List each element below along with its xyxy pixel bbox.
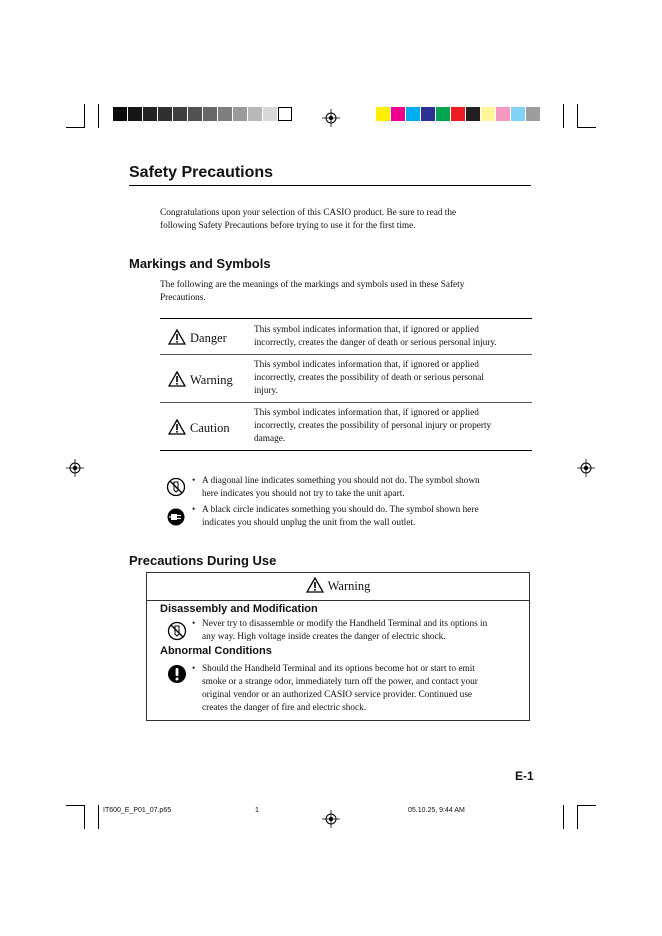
- warning-triangle-icon: [168, 329, 186, 345]
- intro-paragraph: [160, 207, 456, 233]
- crop-mark: [98, 805, 99, 829]
- color-swatch: [466, 107, 480, 121]
- no-disassembly-icon: [166, 477, 186, 497]
- color-swatch: [128, 107, 142, 121]
- exclamation-icon: [167, 664, 187, 684]
- note-text: [202, 475, 480, 501]
- description-line: This symbol indicates information that, if ignored or applied: [254, 408, 479, 418]
- crop-mark: [578, 805, 596, 806]
- symbol-row-caution: [160, 403, 532, 451]
- bullet: •: [192, 619, 196, 629]
- precaution-item: [192, 663, 528, 715]
- color-swatch: [158, 107, 172, 121]
- crop-mark: [577, 104, 578, 128]
- crop-mark: [66, 805, 84, 806]
- markings-desc-line: Precautions.: [160, 293, 206, 303]
- markings-description: [160, 279, 464, 305]
- intro-line: following Safety Precautions before trying to use it for the first time.: [160, 221, 416, 231]
- slug-page: 1: [255, 807, 259, 814]
- color-swatch: [376, 107, 390, 121]
- unplug-icon: [166, 507, 186, 527]
- color-swatch: [421, 107, 435, 121]
- registration-target-icon: [322, 109, 340, 127]
- precaution-line: original vendor or an authorized CASIO service provider. Continued use: [202, 690, 473, 700]
- color-swatch: [511, 107, 525, 121]
- description-line: This symbol indicates information that, if ignored or applied: [254, 360, 479, 370]
- symbol-description: [252, 403, 532, 451]
- color-swatch: [406, 107, 420, 121]
- warning-triangle-icon: [168, 371, 186, 387]
- page-number: E-1: [515, 769, 534, 783]
- slug-date: 05.10.25, 9:44 AM: [408, 807, 465, 814]
- note-line: here indicates you should not try to take the unit apart.: [202, 489, 405, 499]
- markings-desc-line: The following are the meanings of the markings and symbols used in these Safety: [160, 280, 465, 290]
- color-swatch: [173, 107, 187, 121]
- color-swatch: [526, 107, 540, 121]
- section-heading: Disassembly and Modification: [160, 603, 318, 615]
- note-line: A diagonal line indicates something you should not do. The symbol shown: [202, 476, 480, 486]
- color-swatch: [278, 107, 292, 121]
- color-swatch: [263, 107, 277, 121]
- page-title: Safety Precautions: [129, 164, 531, 186]
- precaution-line: creates the danger of fire and electric shock.: [202, 703, 367, 713]
- warning-box-header: [147, 573, 529, 601]
- precaution-line: smoke or a strange odor, immediately turn off the power, and contact your: [202, 677, 478, 687]
- intro-line: Congratulations upon your selection of this CASIO product. Be sure to read the: [160, 208, 457, 218]
- color-swatch: [436, 107, 450, 121]
- symbol-note: [192, 475, 532, 501]
- crop-mark: [98, 104, 99, 128]
- crop-mark: [577, 805, 578, 829]
- description-line: This symbol indicates information that, if ignored or applied: [254, 324, 479, 335]
- color-swatch: [248, 107, 262, 121]
- description-line: incorrectly, creates the possibility of death or serious personal: [254, 373, 484, 383]
- precaution-line: Should the Handheld Terminal and its options become hot or start to emit: [202, 664, 475, 674]
- color-swatch: [391, 107, 405, 121]
- precaution-line: any way. High voltage inside creates the danger of electric shock.: [202, 632, 446, 642]
- crop-mark: [84, 104, 85, 128]
- description-line: injury.: [254, 386, 278, 396]
- symbol-table: [160, 318, 532, 451]
- color-swatch: [113, 107, 127, 121]
- color-swatch: [203, 107, 217, 121]
- description-line: incorrectly, creates the possibility of personal injury or property: [254, 421, 492, 431]
- section-heading: Abnormal Conditions: [160, 645, 272, 657]
- crop-mark: [66, 127, 84, 128]
- crop-mark: [563, 805, 564, 829]
- markings-heading: Markings and Symbols: [129, 256, 271, 271]
- color-swatch: [451, 107, 465, 121]
- symbol-label-cell: [160, 403, 252, 451]
- crop-mark: [84, 805, 85, 829]
- note-line: indicates you should unplug the unit from the wall outlet.: [202, 518, 416, 528]
- slug-filename: IT600_E_P01_07.p65: [103, 807, 172, 814]
- bullet: •: [192, 505, 196, 515]
- symbol-row-danger: [160, 319, 532, 355]
- precautions-heading: Precautions During Use: [129, 553, 277, 568]
- warning-box: [146, 572, 530, 721]
- color-swatch: [218, 107, 232, 121]
- warning-triangle-icon: [168, 419, 186, 435]
- color-swatch: [233, 107, 247, 121]
- note-line: A black circle indicates something you should do. The symbol shown here: [202, 505, 479, 515]
- symbol-description: [252, 355, 532, 403]
- registration-target-icon: [577, 459, 595, 477]
- color-swatch: [188, 107, 202, 121]
- description-line: damage.: [254, 434, 286, 444]
- precaution-text: [202, 663, 478, 715]
- description-line: incorrectly, creates the danger of death or serious personal injury.: [254, 337, 497, 348]
- symbol-description: [252, 319, 532, 355]
- symbol-label: Caution: [190, 420, 230, 435]
- color-swatch: [143, 107, 157, 121]
- registration-target-icon: [322, 810, 340, 828]
- grayscale-color-bar: [113, 107, 293, 121]
- warning-triangle-icon: [306, 577, 324, 593]
- process-color-bar: [376, 107, 541, 121]
- warning-box-title: Warning: [327, 579, 371, 593]
- symbol-label-cell: [160, 319, 252, 355]
- note-text: [202, 504, 479, 530]
- no-disassembly-icon: [167, 621, 187, 641]
- color-swatch: [496, 107, 510, 121]
- color-swatch: [481, 107, 495, 121]
- crop-mark: [563, 104, 564, 128]
- crop-mark: [578, 127, 596, 128]
- precaution-text: [202, 618, 487, 644]
- bullet: •: [192, 664, 196, 674]
- precaution-item: [192, 618, 528, 644]
- symbol-label: Danger: [190, 330, 227, 345]
- registration-target-icon: [66, 459, 84, 477]
- symbol-label: Warning: [190, 372, 233, 387]
- precaution-line: Never try to disassemble or modify the Handheld Terminal and its options in: [202, 619, 488, 629]
- symbol-label-cell: [160, 355, 252, 403]
- symbol-note: [192, 504, 532, 530]
- symbol-row-warning: [160, 355, 532, 403]
- bullet: •: [192, 476, 196, 486]
